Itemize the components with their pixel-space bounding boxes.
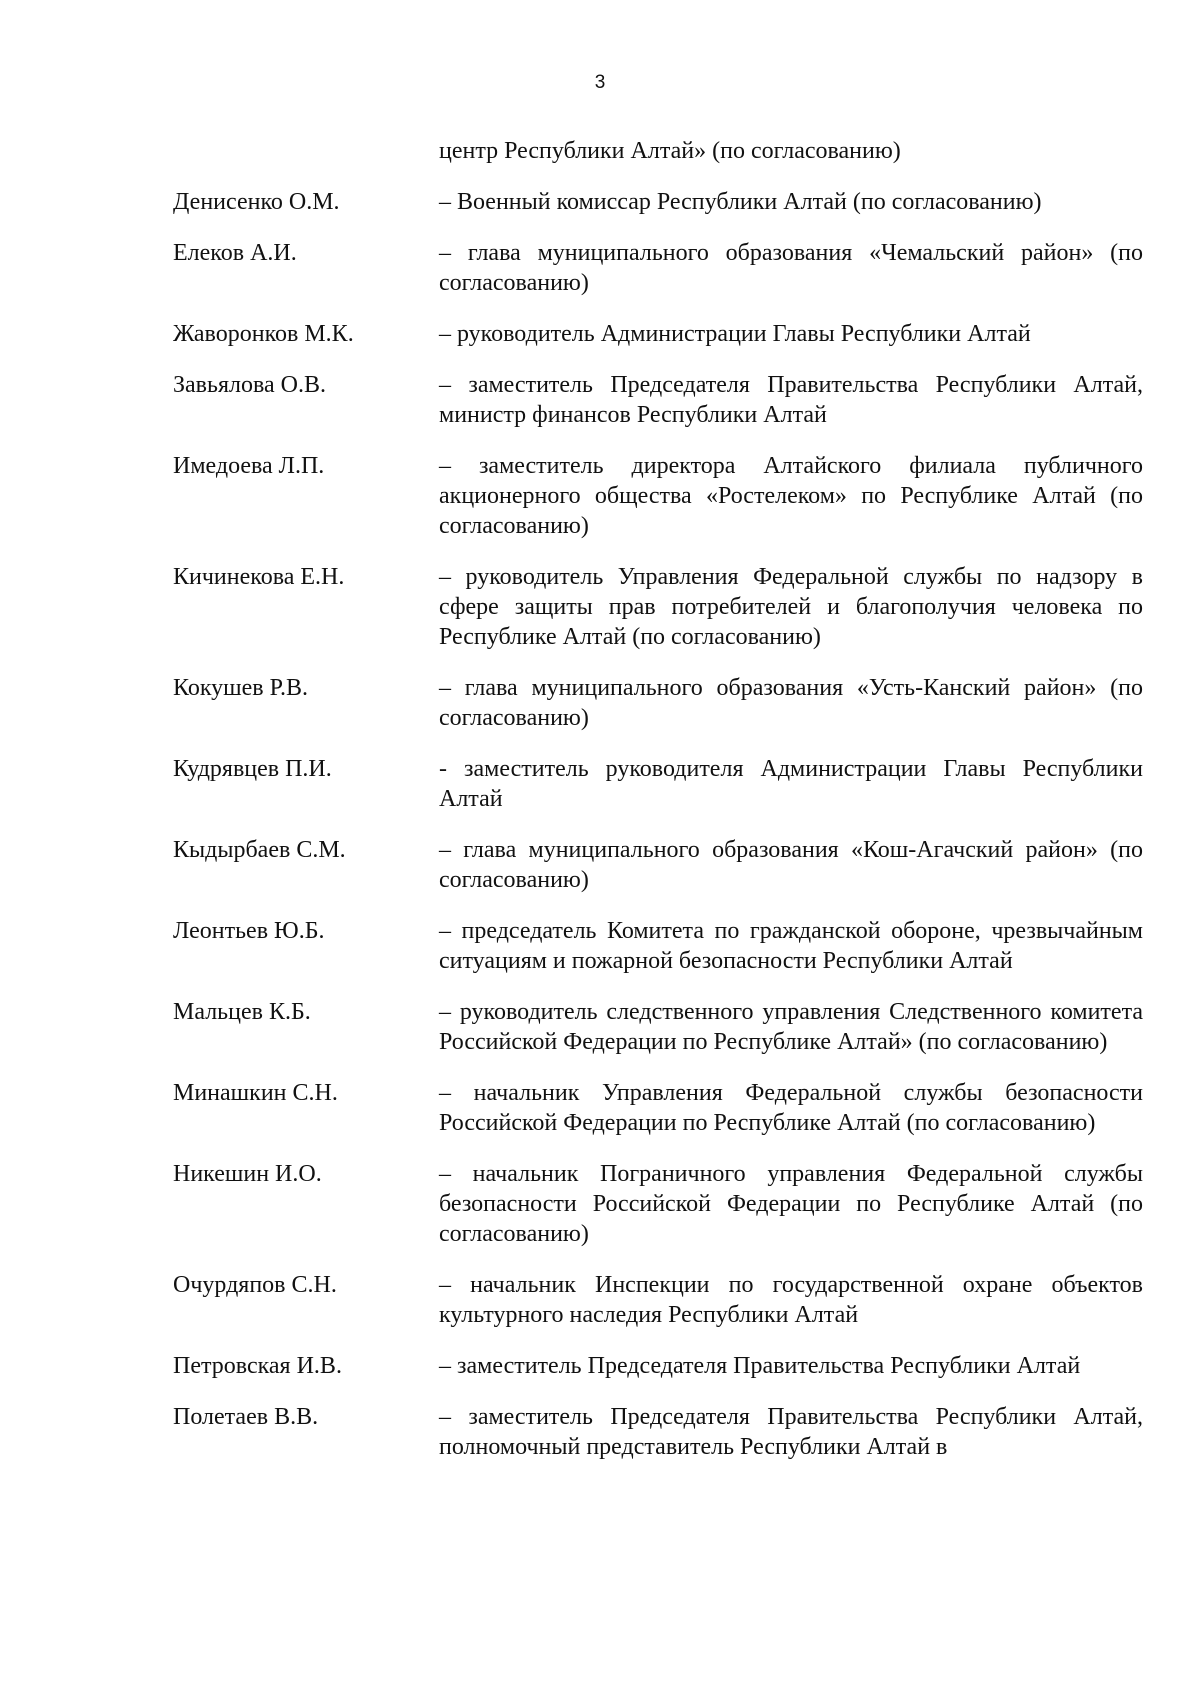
member-name: Кичинекова Е.Н. [173,564,345,590]
member-row [173,1402,1143,1462]
member-role: – начальник Инспекции по государственной охране объектов культурного наследия Республики Алтай [439,1272,1143,1328]
member-role: – глава муниципального образования «Кош-Агачский район» (по согласованию) [439,837,1143,893]
member-name: Завьялова О.В. [173,372,326,398]
member-name: Очурдяпов С.Н. [173,1272,337,1298]
member-role: – руководитель Администрации Главы Республики Алтай [439,321,1031,347]
member-row [173,997,1143,1057]
member-name: Петровская И.В. [173,1353,342,1379]
member-role: – руководитель следственного управления Следственного комитета Российской Федерации по Республике Алтай» (по согласованию) [439,999,1143,1055]
member-list [173,136,1143,1483]
member-role: – заместитель Председателя Правительства Республики Алтай [439,1353,1081,1379]
member-name: Леонтьев Ю.Б. [173,918,325,944]
member-row [173,754,1143,814]
member-row [173,1159,1143,1249]
member-row [173,916,1143,976]
member-name: Денисенко О.М. [173,189,340,215]
member-role: – руководитель Управления Федеральной службы по надзору в сфере защиты прав потребителей и благополучия человека по Республике Алтай (по согласованию) [439,564,1143,650]
member-row [173,187,1143,217]
member-name: Никешин И.О. [173,1161,322,1187]
member-row [173,673,1143,733]
member-role: – глава муниципального образования «Чемальский район» (по согласованию) [439,240,1143,296]
member-role: – председатель Комитета по гражданской обороне, чрезвычайным ситуациям и пожарной безопасности Республики Алтай [439,918,1143,974]
member-row [173,451,1143,541]
member-role: – начальник Управления Федеральной службы безопасности Российской Федерации по Республике Алтай (по согласованию) [439,1080,1143,1136]
member-row [173,319,1143,349]
member-name-empty [173,136,439,166]
member-row [173,1078,1143,1138]
member-name: Кудрявцев П.И. [173,756,332,782]
member-row [173,835,1143,895]
member-name: Кокушев Р.В. [173,675,308,701]
member-name: Имедоева Л.П. [173,453,325,479]
member-row [173,562,1143,652]
member-name: Елеков А.И. [173,240,297,266]
member-row [173,1351,1143,1381]
member-role: – заместитель Председателя Правительства Республики Алтай, министр финансов Республики Алтай [439,372,1143,428]
member-role: – заместитель Председателя Правительства Республики Алтай, полномочный представитель Республики Алтай в [439,1404,1143,1460]
member-row [173,238,1143,298]
member-role: – глава муниципального образования «Усть-Канский район» (по согласованию) [439,675,1143,731]
member-role: – заместитель директора Алтайского филиала публичного акционерного общества «Ростелеком» по Республике Алтай (по согласованию) [439,453,1143,539]
continuation-row [173,136,1143,166]
page-number: 3 [594,72,606,93]
member-name: Жаворонков М.К. [173,321,354,347]
member-name: Мальцев К.Б. [173,999,311,1025]
member-role: – начальник Пограничного управления Федеральной службы безопасности Российской Федерации по Республике Алтай (по согласованию) [439,1161,1143,1247]
continuation-text: центр Республики Алтай» (по согласованию) [439,138,901,164]
member-row [173,370,1143,430]
member-name: Полетаев В.В. [173,1404,319,1430]
member-role: - заместитель руководителя Администрации Главы Республики Алтай [439,756,1143,812]
member-role: – Военный комиссар Республики Алтай (по согласованию) [439,189,1042,215]
member-name: Кыдырбаев С.М. [173,837,346,863]
member-name: Минашкин С.Н. [173,1080,338,1106]
member-row [173,1270,1143,1330]
